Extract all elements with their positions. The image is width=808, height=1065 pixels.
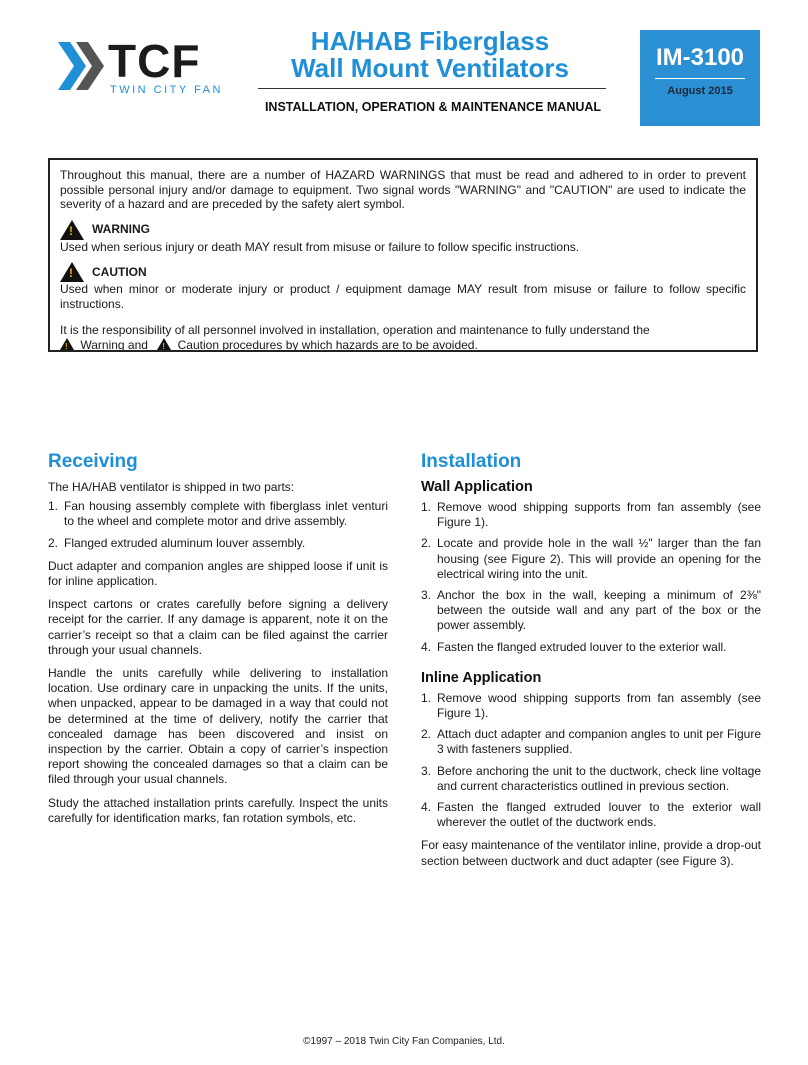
- responsibility-text: It is the responsibility of all personnel involved in installation, operation and maintenance to fully understand the: [60, 323, 650, 337]
- receiving-parts-list: [48, 499, 388, 551]
- receiving-intro: The HA/HAB ventilator is shipped in two parts:: [48, 480, 295, 494]
- list-item: 1. Remove wood shipping supports from fan assembly (see Figure 1).: [421, 500, 761, 530]
- responsibility-tail: Caution procedures by which hazards are to be avoided.: [177, 337, 478, 352]
- document-title: [250, 28, 610, 82]
- receiving-section: [48, 450, 388, 834]
- warning-text: Used when serious injury or death MAY result from misuse or failure to follow specific instructions.: [60, 239, 580, 254]
- installation-heading: Installation: [421, 451, 522, 472]
- tcf-logo: [56, 36, 226, 98]
- inline-closing-paragraph: For easy maintenance of the ventilator inline, provide a drop-out section between ductwork and duct adapter (see Figure 3).: [421, 838, 761, 868]
- document-subtitle: INSTALLATION, OPERATION & MAINTENANCE MANUAL: [264, 100, 602, 114]
- wall-application-heading: Wall Application: [421, 479, 533, 495]
- caution-signal: [60, 262, 746, 282]
- badge-divider: [655, 78, 745, 79]
- logo-subtext: TWIN CITY FAN: [110, 84, 223, 96]
- receiving-paragraph: Handle the units carefully while delivering to installation location. Use ordinary care in unpacking the units. If the units, when unpacked, appear to be damaged in a way that could not be determined at the time of delivery, notify the carrier that concealed damage has been discovered and insist on inspection by the carrier. Obtain a copy of carrier’s inspection report showing the concealed damages so that a claim can be filed through your usual channels.: [48, 666, 388, 787]
- warning-label: WARNING: [92, 222, 150, 237]
- hazard-warnings-box: [48, 158, 758, 352]
- safety-alert-icon: [60, 262, 84, 282]
- receiving-paragraph: Duct adapter and companion angles are shipped loose if unit is for inline application.: [48, 558, 388, 589]
- inline-steps-list: [421, 691, 761, 831]
- list-item: 2. Attach duct adapter and companion angles to unit per Figure 3 with fasteners supplied.: [421, 727, 761, 757]
- list-item: 3. Before anchoring the unit to the ductwork, check line voltage and current characteristics outlined in previous section.: [421, 763, 761, 793]
- receiving-heading: Receiving: [48, 451, 138, 472]
- list-item: 4. Fasten the flanged extruded louver to the exterior wall wherever the outlet of the ductwork ends.: [421, 800, 761, 830]
- safety-alert-icon: [60, 338, 74, 350]
- hazard-intro: Throughout this manual, there are a number of HAZARD WARNINGS that must be read and adhered to in order to prevent possible personal injury and/or damage to equipment. Two signal words "WARNING" and "CAUTION" are used to indicate the severity of a hazard and are preceded by the safety alert symbol.: [60, 168, 746, 211]
- list-item: 4. Fasten the flanged extruded louver to the exterior wall.: [421, 639, 727, 654]
- list-item: 2. Locate and provide hole in the wall ½" larger than the fan housing (see Figure 2). This will provide an opening for the electrical wiring into the unit.: [421, 536, 761, 581]
- list-item: 1. Remove wood shipping supports from fan assembly (see Figure 1).: [421, 690, 761, 721]
- title-line-2: Wall Mount Ventilators: [291, 53, 569, 83]
- inline-application-heading: Inline Application: [421, 669, 542, 686]
- wall-steps-list: [421, 500, 761, 655]
- caution-label: CAUTION: [92, 264, 147, 279]
- receiving-paragraph: Study the attached installation prints carefully. Inspect the units carefully for identification marks, fan rotation symbols, etc.: [48, 795, 388, 825]
- list-item: 1. Fan housing assembly complete with fiberglass inlet venturi to the wheel and complete motor and drive assembly.: [48, 499, 388, 529]
- copyright-footer: ©1997 – 2018 Twin City Fan Companies, Ltd.: [303, 1036, 505, 1047]
- list-item: 3. Anchor the box in the wall, keeping a minimum of 2⅜" between the outside wall and any part of the box or the power assembly.: [421, 588, 761, 633]
- doc-number: IM-3100: [655, 44, 745, 71]
- warning-signal: [60, 220, 746, 240]
- caution-text: Used when minor or moderate injury or product / equipment damage MAY result from misuse or failure to follow specific instructions.: [60, 282, 746, 311]
- title-line-1: HA/HAB Fiberglass: [310, 26, 550, 56]
- responsibility-paragraph: [60, 323, 746, 352]
- receiving-paragraph: Inspect cartons or crates carefully before signing a delivery receipt for the carrier. If any damage is apparent, note it on the carrier’s receipt so that a claim can be filed against the carrier through your usual channels.: [48, 597, 388, 657]
- responsibility-warning: Warning and: [80, 337, 148, 352]
- list-item: 2. Flanged extruded aluminum louver assembly.: [48, 535, 306, 550]
- doc-date: August 2015: [667, 85, 733, 97]
- title-divider: [258, 88, 606, 89]
- doc-number-badge: [640, 30, 760, 126]
- chevron-logo-icon: [56, 40, 106, 92]
- installation-section: [421, 450, 761, 877]
- safety-alert-icon: [60, 220, 84, 240]
- safety-alert-icon: [157, 338, 171, 350]
- logo-text: TCF: [108, 35, 201, 87]
